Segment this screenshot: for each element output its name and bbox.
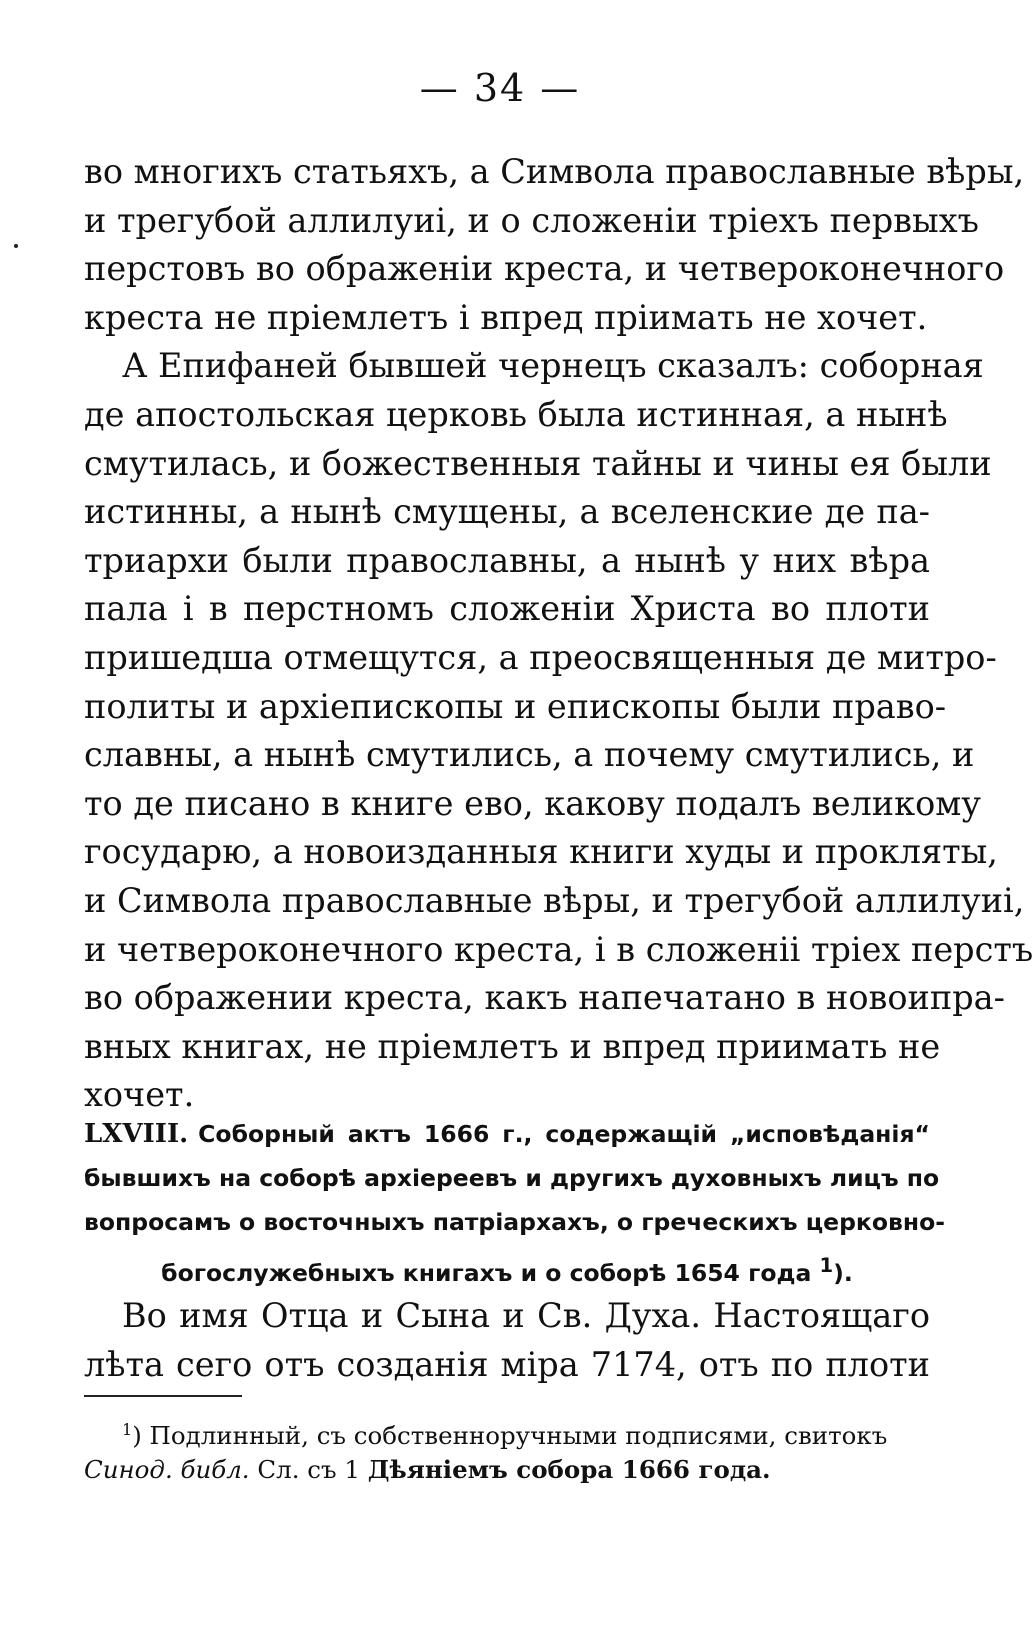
scan-speck: [14, 244, 18, 248]
heading-line: [84, 1244, 930, 1288]
heading-text: Соборный актъ 1666 г., содержащій „исповѣданія“: [198, 1120, 930, 1148]
text-line: славны, а нынѣ смутились, а почему смутились, и: [84, 735, 975, 775]
text-line: истинны, а нынѣ смущены, а вселенские де па-: [84, 492, 930, 532]
heading-text: богослужебныхъ книгахъ и о соборѣ 1654 года: [161, 1258, 820, 1287]
heading-line: [84, 1112, 930, 1156]
page-number: — 34 —: [419, 66, 581, 110]
text-line: вных книгах, не пріемлетъ и впред приимать не: [84, 1026, 941, 1066]
footnote-reference: 1: [819, 1254, 834, 1277]
text-line: де апостольская церковь была истинная, а нынѣ: [84, 394, 948, 434]
paragraph-3-block: [84, 1292, 930, 1389]
text-line: смутилась, и божественныя тайны и чины ея были: [84, 443, 992, 483]
text-line: и четвероконечного креста, і в сложеніі тріех перстъ: [84, 929, 1033, 969]
text-line: креста не пріемлетъ і впред пріимать не хочет.: [84, 297, 928, 337]
text-line: А Епифаней бывшей чернецъ сказалъ: соборная: [122, 346, 984, 386]
text-line: пришедша отмещутся, а преосвященныя де митро-: [84, 637, 997, 677]
footnote-marker: 1: [122, 1420, 133, 1439]
text-line: во многихъ статьяхъ, а Символа православные вѣры,: [84, 152, 1025, 191]
footnote-divider: [84, 1395, 242, 1397]
footnote-emphasis: Дѣяніемъ собора 1666 года.: [367, 1455, 771, 1484]
footnote-line: [84, 1410, 930, 1450]
text-line: пала і в перстномъ сложеніи Христа во плоти: [84, 589, 930, 629]
text-line: и трегубой аллилуиі, и о сложеніи тріехъ первыхъ: [84, 200, 979, 240]
footnote-line: [84, 1450, 930, 1490]
section-number: LXVIII.: [84, 1119, 189, 1149]
heading-text: ).: [833, 1258, 853, 1287]
text-line: государю, а новоизданныя книги худы и прокляты,: [84, 832, 998, 872]
text-line: Во имя Отца и Сына и Св. Духа. Настоящаго: [122, 1296, 930, 1335]
footnote-text: ) Подлинный, съ собственноручными подписями, свитокъ: [132, 1421, 888, 1451]
footnote: [84, 1410, 930, 1490]
text-line: политы и архіепископы и епископы были право-: [84, 686, 947, 726]
paragraph-1-block: [84, 148, 1033, 1120]
footnote-text: Сл. съ 1: [249, 1455, 368, 1484]
text-line: то де писано в книге ево, какову подалъ великому: [84, 783, 982, 823]
heading-line: вопросамъ о восточныхъ патріархахъ, о греческихъ церковно-: [84, 1208, 945, 1236]
text-line: и Символа православные вѣры, и трегубой аллилуиі,: [84, 880, 1025, 920]
text-line: лѣта сего отъ созданія міра 7174, отъ по плоти: [84, 1344, 930, 1384]
text-line: перстовъ во ображеніи креста, и четвероконечного: [84, 249, 1005, 289]
text-line: триархи были православны, а нынѣ у них вѣра: [84, 540, 930, 580]
heading-line: бывшихъ на соборѣ архіереевъ и другихъ духовныхъ лицъ по: [84, 1164, 940, 1192]
text-line: хочет.: [84, 1075, 195, 1115]
text-line: во ображении креста, какъ напечатано в новоипра-: [84, 978, 1005, 1018]
footnote-source: Синод. библ.: [84, 1455, 250, 1484]
section-heading: [84, 1112, 945, 1288]
